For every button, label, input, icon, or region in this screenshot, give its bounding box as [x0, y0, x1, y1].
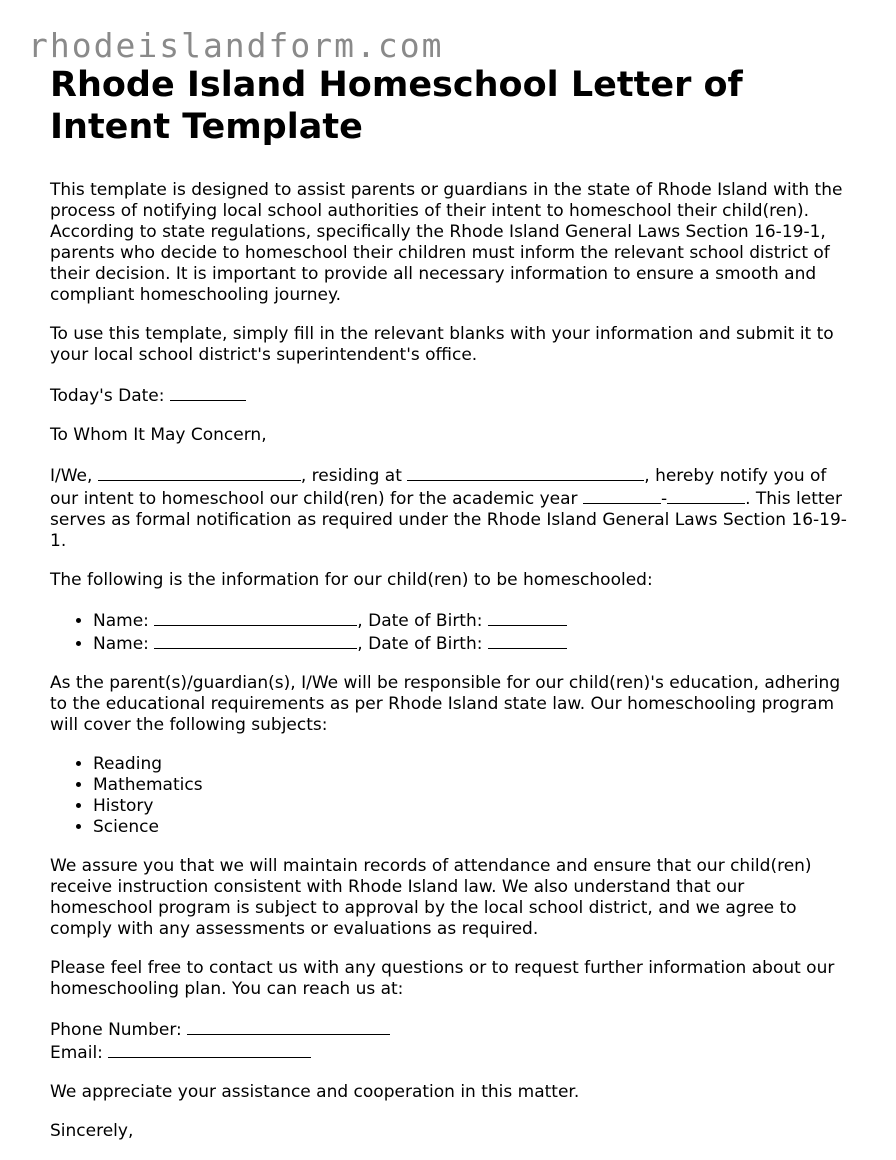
list-item: • Mathematics [93, 775, 850, 796]
contact-block [50, 1018, 850, 1064]
child-name-label: Name: [93, 611, 149, 631]
responsibility-paragraph: As the parent(s)/guardian(s), I/We will be responsible for our child(ren)'s education, adhering to the educational requirements as per Rhode Island state law. Our homeschooling program will cover the following subjects: [50, 673, 841, 735]
date-label: Today's Date: [50, 386, 165, 406]
notice-paragraph [50, 464, 850, 552]
appreciation-paragraph: We appreciate your assistance and cooperation in this matter. [50, 1082, 580, 1102]
page-title: Rhode Island Homeschool Letter of Intent Template [50, 65, 743, 147]
salutation: To Whom It May Concern, [50, 425, 267, 445]
children-intro: The following is the information for our child(ren) to be homeschooled: [50, 570, 653, 590]
date-blank[interactable] [170, 384, 246, 401]
date-line [50, 384, 850, 407]
children-list [50, 609, 850, 655]
notice-text-2: , residing at [300, 466, 402, 486]
child-dob-blank[interactable] [488, 632, 567, 649]
list-item: • Reading [93, 754, 850, 775]
list-item [93, 632, 850, 655]
contact-intro: Please feel free to contact us with any questions or to request further information about our homeschooling plan. You can reach us at: [50, 958, 835, 999]
list-item: • Science [93, 817, 850, 838]
notice-text-1: I/We, [50, 466, 93, 486]
assurance-paragraph: We assure you that we will maintain records of attendance and ensure that our child(ren) receive instruction consistent with Rhode Island law. We also understand that our homeschool program is subject to approval by the local school district, and we agree to comply with any assessments or evaluations as required. [50, 856, 812, 939]
letter-document [50, 64, 850, 1160]
child-name-label: Name: [93, 634, 149, 654]
email-label: Email: [50, 1043, 103, 1063]
address-blank[interactable] [407, 464, 644, 481]
notice-text-4: . This letter serves as formal notification as required under the Rhode Island General Laws Section 16-19-1. [50, 489, 847, 551]
site-watermark: rhodeislandform.com [28, 26, 444, 65]
child-name-blank[interactable] [154, 609, 357, 626]
year-separator: - [660, 489, 668, 509]
phone-label: Phone Number: [50, 1020, 182, 1040]
intro-paragraph: This template is designed to assist parents or guardians in the state of Rhode Island with the process of notifying local school authorities of their intent to homeschool their child(ren). According to state regulations, specifically the Rhode Island General Laws Section 16-19-1, parents who decide to homeschool their children must inform the relevant school district of their decision. It is important to provide all necessary information to ensure a smooth and compliant homeschooling journey. [50, 180, 843, 305]
list-item: • History [93, 796, 850, 817]
list-item [93, 609, 850, 632]
closing: Sincerely, [50, 1121, 134, 1141]
child-dob-blank[interactable] [488, 609, 567, 626]
email-blank[interactable] [108, 1041, 311, 1058]
child-name-blank[interactable] [154, 632, 357, 649]
year-end-blank[interactable] [667, 487, 745, 504]
subjects-list [50, 754, 850, 838]
child-dob-label: , Date of Birth: [357, 634, 483, 654]
phone-blank[interactable] [187, 1018, 390, 1035]
notice-text-3: , hereby notify you of our intent to homeschool our child(ren) for the academic year [50, 466, 827, 509]
instructions-paragraph: To use this template, simply fill in the relevant blanks with your information and submit it to your local school district's superintendent's office. [50, 324, 834, 365]
child-dob-label: , Date of Birth: [357, 611, 483, 631]
year-start-blank[interactable] [583, 487, 661, 504]
parent-name-blank[interactable] [98, 464, 301, 481]
